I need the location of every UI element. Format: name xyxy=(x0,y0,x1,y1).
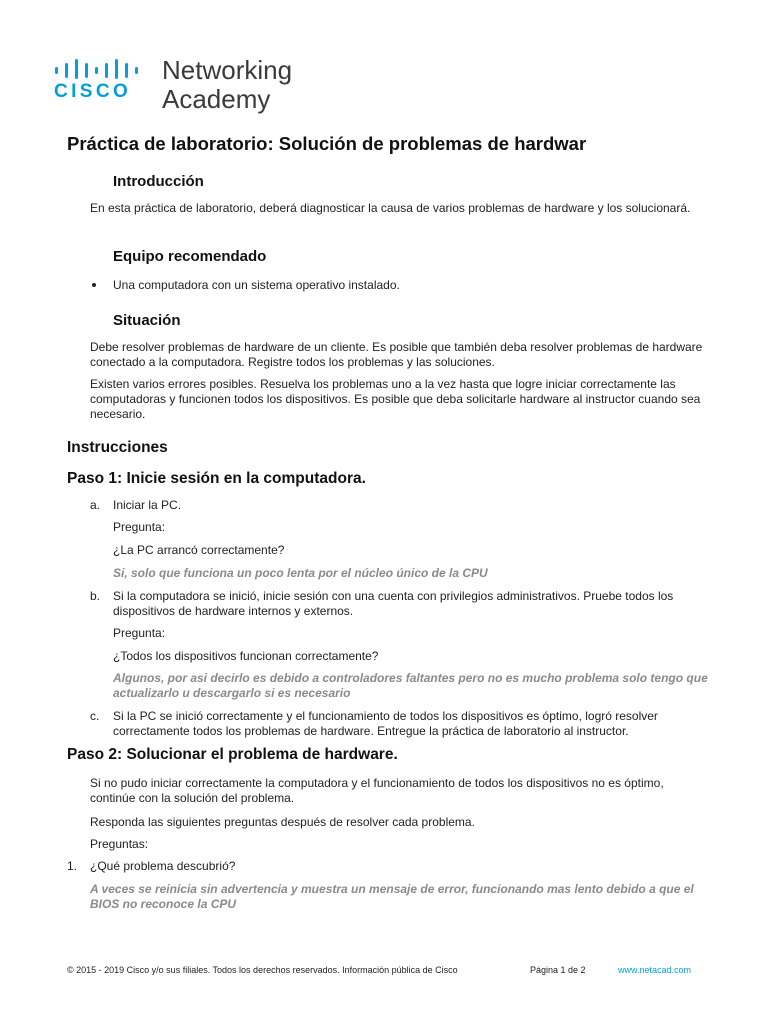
cisco-bars-icon xyxy=(54,58,150,80)
equipment-heading: Equipo recomendado xyxy=(113,248,267,265)
step1-a-text: Iniciar la PC. xyxy=(113,498,182,512)
situation-heading: Situación xyxy=(113,312,181,329)
footer-website-link[interactable]: www.netacad.com xyxy=(618,965,692,975)
document-title: Práctica de laboratorio: Solución de problemas de hardwar xyxy=(67,133,587,154)
step1-a-question-label: Pregunta: xyxy=(113,520,166,534)
logo-networking: Networking xyxy=(162,55,293,85)
step1-a-answer: Si, solo que funciona un poco lenta por el núcleo único de la CPU xyxy=(113,566,488,580)
cisco-wordmark: CISCO xyxy=(54,81,132,102)
step1-heading: Paso 1: Inicie sesión en la computadora. xyxy=(67,470,366,487)
logo-academy: Academy xyxy=(162,84,271,114)
step1-c-text: Si la PC se inició correctamente y el funcionamiento de todos los dispositivos es óptimo, logró resolver correctamente todos los problemas de hardware. Entregue la práctica de laboratorio al instructor. xyxy=(113,709,658,738)
situation-paragraph-2: Existen varios errores posibles. Resuelva los problemas uno a la vez hasta que logre iniciar correctamente las computadoras y funcionen todos los dispositivos. Es posible que deba solicitarle hardware al instructor cuando sea necesario. xyxy=(90,377,701,421)
step1-c-marker: c. xyxy=(90,709,100,723)
footer-copyright: © 2015 - 2019 Cisco y/o sus filiales. Todos los derechos reservados. Información pública de Cisco xyxy=(67,965,458,975)
intro-text: En esta práctica de laboratorio, deberá diagnosticar la causa de varios problemas de hardware y los solucionará. xyxy=(90,201,691,215)
step2-q1-answer: A veces se reinicia sin advertencia y muestra un mensaje de error, funcionando mas lento debido a que el BIOS no reconoce la CPU xyxy=(90,882,694,911)
intro-heading: Introducción xyxy=(113,173,204,190)
equipment-item: Una computadora con un sistema operativo instalado. xyxy=(113,278,400,292)
step2-paragraph-1: Si no pudo iniciar correctamente la computadora y el funcionamiento de todos los dispositivos no es óptimo, continúe con la solución del problema. xyxy=(90,776,664,805)
situation-paragraph-1: Debe resolver problemas de hardware de un cliente. Es posible que también deba resolver problemas de hardware conectado a la computadora. Registre todos los problemas y las soluciones. xyxy=(90,340,703,369)
footer-page-number: Página 1 de 2 xyxy=(530,965,586,975)
step2-heading: Paso 2: Solucionar el problema de hardware. xyxy=(67,746,398,763)
step1-a-marker: a. xyxy=(90,498,101,512)
instructions-heading: Instrucciones xyxy=(67,439,168,456)
step1-a-question: ¿La PC arrancó correctamente? xyxy=(113,543,285,557)
step2-q1-marker: 1. xyxy=(67,859,78,873)
step1-b-answer: Algunos, por asi decirlo es debido a controladores faltantes pero no es mucho problema solo tengo que actualizarlo u descargarlo si es necesario xyxy=(113,671,708,700)
step2-paragraph-2: Responda las siguientes preguntas después de resolver cada problema. xyxy=(90,815,475,829)
step1-b-text: Si la computadora se inició, inicie sesión con una cuenta con privilegios administrativos. Pruebe todos los dispositivos de hardware internos y externos. xyxy=(113,589,674,618)
step2-q1: ¿Qué problema descubrió? xyxy=(90,859,236,873)
step1-b-question-label: Pregunta: xyxy=(113,626,166,640)
step1-b-marker: b. xyxy=(90,589,101,603)
cisco-networking-academy-logo xyxy=(54,55,314,118)
step2-questions-label: Preguntas: xyxy=(90,837,149,851)
step1-b-question: ¿Todos los dispositivos funcionan correctamente? xyxy=(113,649,379,663)
bullet-icon xyxy=(92,283,96,287)
